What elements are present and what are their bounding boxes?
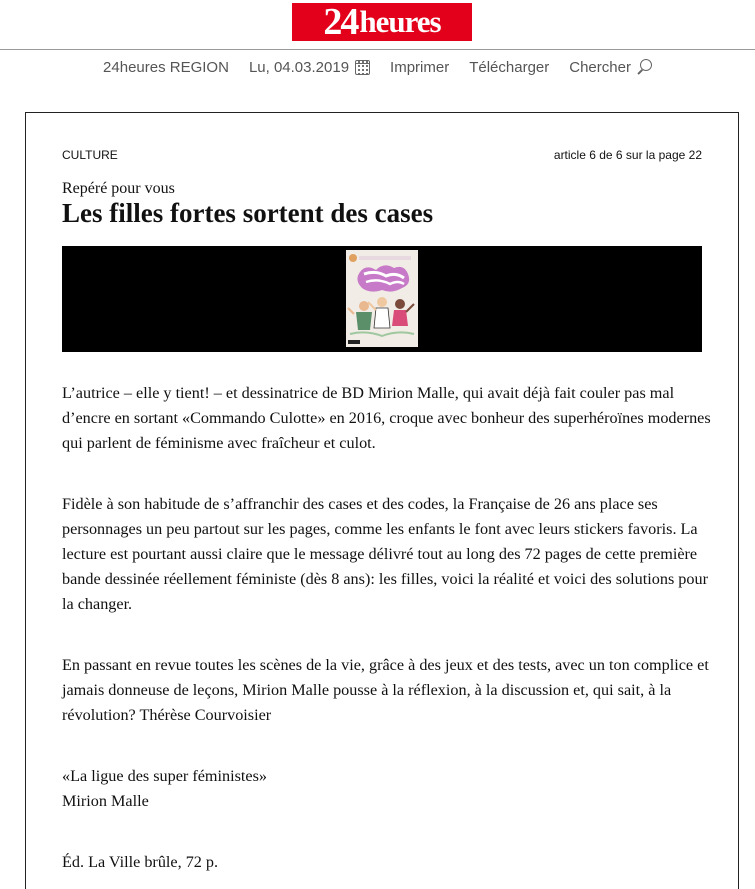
book-info [62,764,712,814]
publisher-info [62,850,712,875]
article-image[interactable] [62,246,702,352]
date-label: Lu, 04.03.2019 [248,58,350,76]
paragraph-1: L’autrice – elle y tient! – et dessinatrice de BD Mirion Malle, qui avait déjà fait couler pas mal d’encre en sortant «Commando Culotte» en 2016, croque avec bonheur des superhéroïnes modernes qui parlent de féminisme avec fraîcheur et culot. [62,384,711,452]
calendar-icon [355,60,370,75]
logo-number: 24 [323,3,358,41]
search-button[interactable] [569,59,652,76]
paragraph-3: En passant en revue toutes les scènes de la vie, grâce à des jeux et des tests, avec un ton complice et jamais donneuse de leçons, Mirion Malle pousse à la réflexion, à la discussion et, qui sait, à la révolution? Thérèse Courvoisier [62,656,709,724]
book-title: «La ligue des super féministes» [62,767,267,785]
date-picker[interactable] [249,59,370,76]
edition-link[interactable]: 24heures REGION [103,58,229,76]
download-button[interactable]: Télécharger [469,58,550,76]
book-author: Mirion Malle [62,792,149,810]
print-button[interactable]: Imprimer [390,58,450,76]
brand-logo[interactable] [292,3,472,41]
cover-illustration [346,250,418,347]
section-label: CULTURE [62,148,118,162]
publisher: Éd. La Ville brûle, 72 p. [62,853,219,871]
article-body [62,381,712,889]
search-label: Chercher [569,58,631,76]
book-cover-image [346,250,418,347]
paragraph-2: Fidèle à son habitude de s’affranchir des cases et des codes, la Française de 26 ans place ses personnages un peu partout sur les pages, comme les enfants le font avec leurs stickers favoris. La lecture est pourtant aussi claire que le message délivré tout au long des 72 pages de cette première bande dessinée réellement féministe (dès 8 ans): les filles, voici la réalité et voici des solutions pour la changer. [62,495,708,613]
search-icon [636,59,652,75]
article-position: article 6 de 6 sur la page 22 [553,148,702,162]
article-kicker: Repéré pour vous [62,180,175,197]
logo-word: heures [359,4,441,39]
article-card [25,112,739,889]
article-headline: Les filles fortes sortent des cases [62,198,434,228]
masthead [0,0,755,50]
toolbar [0,50,755,84]
